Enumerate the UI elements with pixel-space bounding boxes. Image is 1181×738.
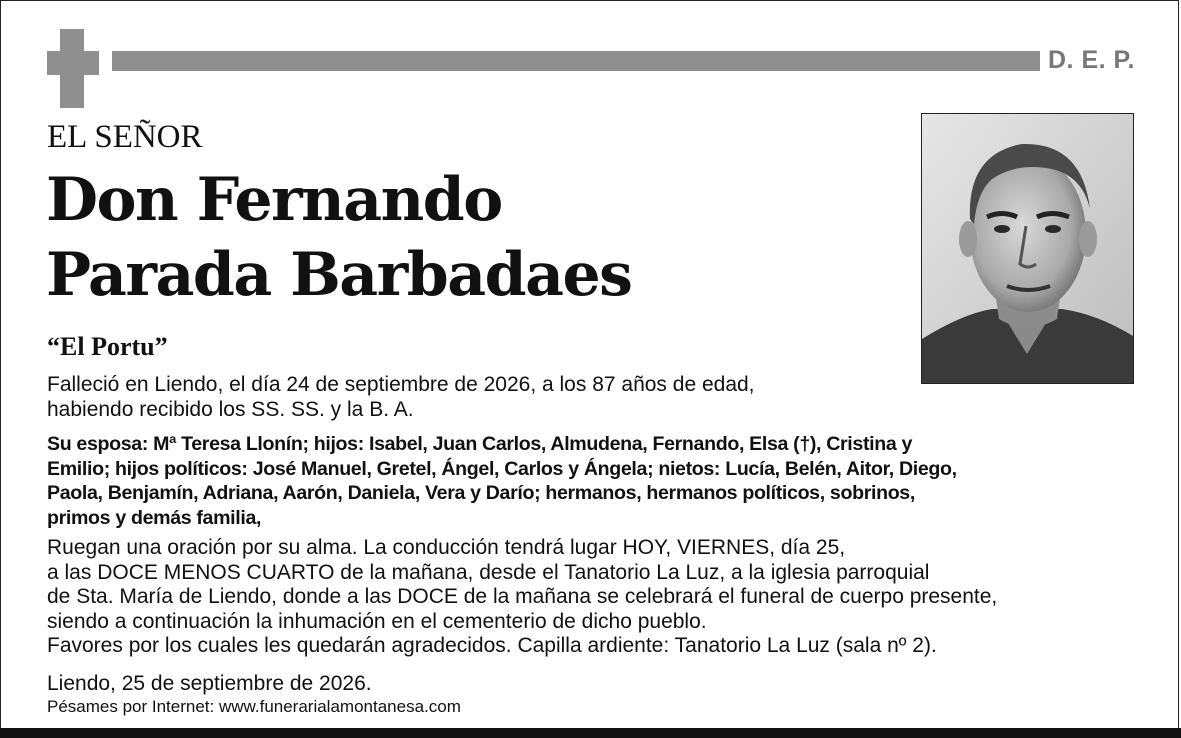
ceremony-details bbox=[47, 536, 1172, 659]
header-rule bbox=[112, 51, 1040, 71]
family-list bbox=[47, 432, 1172, 530]
ceremony-line-5: Favores por los cuales les quedarán agradecidos. Capilla ardiente: Tanatorio La Luz (sala nº 2). bbox=[47, 634, 937, 657]
death-notice-line-1: Falleció en Liendo, el día 24 de septiembre de 2026, a los 87 años de edad, bbox=[47, 373, 755, 396]
nickname: “El Portu” bbox=[47, 332, 168, 361]
title-label: EL SEÑOR bbox=[47, 119, 203, 155]
portrait-photo bbox=[921, 113, 1134, 384]
condolences-link[interactable]: Pésames por Internet: www.funerarialamontanesa.com bbox=[47, 697, 461, 716]
bottom-border bbox=[0, 728, 1181, 738]
name-line-2: Parada Barbadaes bbox=[46, 240, 632, 310]
family-line-3: Paola, Benjamín, Adriana, Aarón, Daniela, Vera y Darío; hermanos, hermanos políticos, sobrinos, bbox=[47, 482, 915, 505]
ceremony-line-1: Ruegan una oración por su alma. La conducción tendrá lugar HOY, VIERNES, día 25, bbox=[47, 536, 846, 559]
death-notice-line-2: habiendo recibido los SS. SS. y la B. A. bbox=[47, 397, 414, 421]
ceremony-line-4: siendo a continuación la inhumación en el cementerio de dicho pueblo. bbox=[47, 609, 707, 633]
cross-icon bbox=[47, 29, 99, 108]
death-notice bbox=[47, 373, 1172, 422]
deceased-name bbox=[46, 163, 906, 313]
family-line-4: primos y demás familia, bbox=[47, 506, 262, 529]
dep-label: D. E. P. bbox=[1048, 46, 1135, 74]
place-date bbox=[47, 672, 1172, 697]
name-line-1: Don Fernando bbox=[46, 165, 502, 235]
family-line-2: Emilio; hijos políticos: José Manuel, Gretel, Ángel, Carlos y Ángela; nietos: Lucía, Belén, Aitor, Diego, bbox=[47, 457, 957, 480]
family-line-1: Su esposa: Mª Teresa Llonín; hijos: Isabel, Juan Carlos, Almudena, Fernando, Elsa (†), Cristina y bbox=[47, 433, 913, 455]
ceremony-line-2: a las DOCE MENOS CUARTO de la mañana, desde el Tanatorio La Luz, a la iglesia parroquial bbox=[47, 560, 930, 584]
place-date-line: Liendo, 25 de septiembre de 2026. bbox=[47, 672, 372, 695]
ceremony-line-3: de Sta. María de Liendo, donde a las DOCE de la mañana se celebrará el funeral de cuerpo presente, bbox=[47, 585, 998, 608]
